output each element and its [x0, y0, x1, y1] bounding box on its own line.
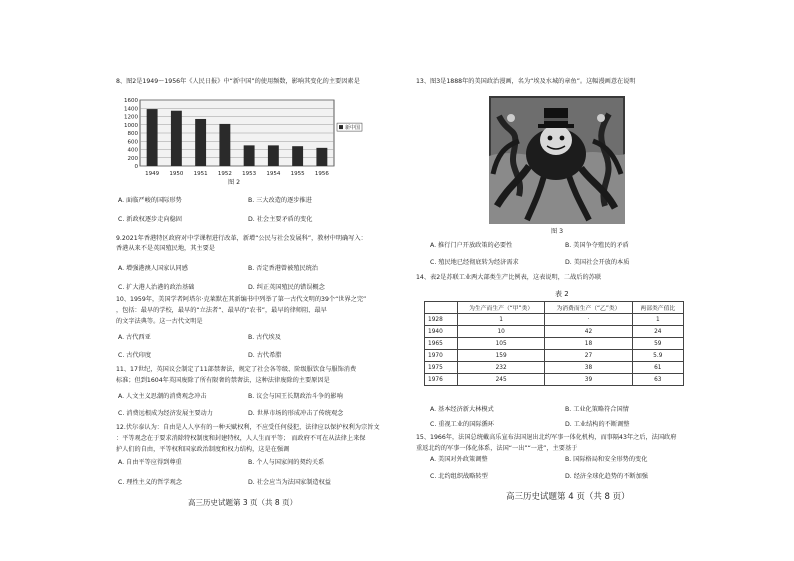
q11-line2: 标准；但到1604年英国废除了所有限奢的禁奢法，这种法律废除的主要原因是 [116, 377, 330, 384]
q12-line1: 12.伏尔泰认为：自由是人人享有的一种天赋权利，不应受任何侵犯，法律应以保护权利为宗旨文 [116, 424, 380, 431]
table-cell [425, 302, 458, 314]
table-row [425, 326, 684, 338]
table-cell: 为消费而生产（“乙”类） [545, 302, 632, 314]
q10-option-d: D. 古代希腊 [248, 352, 282, 359]
x-tick-label: 1952 [217, 171, 232, 177]
bar [147, 109, 158, 166]
table-cell: 两部类产值比 [632, 302, 683, 314]
table2-body [425, 302, 684, 386]
table-cell: 105 [458, 338, 545, 350]
q8-option-c: C. 新政权逐步走向稳固 [118, 216, 182, 223]
q13-option-b: B. 美国争夺殖民的矛盾 [565, 242, 629, 249]
table-row [425, 350, 684, 362]
q9-option-c: C. 扩大港人治港的政治基础 [118, 284, 195, 291]
q15-option-c: C. 北约组织战略转型 [430, 473, 488, 480]
q8-option-d: D. 社会主要矛盾的变化 [248, 216, 313, 223]
table-cell: 1975 [425, 362, 458, 374]
table-cell: · [545, 314, 632, 326]
legend-label: 新中国 [345, 125, 361, 132]
fig2-svg [114, 96, 364, 178]
table-cell: 1 [632, 314, 683, 326]
q11-option-c: C. 消费远根成为经济发展主要动力 [118, 410, 213, 417]
octopus-cartoon-image [489, 96, 625, 224]
x-tick-label: 1955 [290, 171, 305, 177]
y-tick-label: 600 [127, 139, 138, 146]
table-cell: 39 [545, 374, 632, 386]
q10-option-c: C. 古代印度 [118, 352, 152, 359]
q12-option-d: D. 社会应当为法国家制造权益 [248, 479, 331, 486]
table-row [425, 374, 684, 386]
table-row [425, 338, 684, 350]
table-cell: 1 [458, 314, 545, 326]
q12-option-c: C. 理性主义的哲学观念 [118, 479, 182, 486]
y-tick-label: 1600 [124, 98, 138, 104]
table-header-row [425, 302, 684, 314]
q8-stem: 8、图2是1949～1956年《人民日报》中“新中国”的使用频数，影响其变化的主要因素是 [116, 78, 360, 85]
x-tick-label: 1953 [242, 171, 257, 177]
q14-option-c: C. 重视工业的国际循环 [430, 421, 494, 428]
q12-line2: ：平等观念在于要求消除特权制度和封建特权，人人生而平等； 而政府不可在从法律上来保 [116, 435, 366, 442]
x-tick-label: 1954 [266, 171, 281, 177]
q15-line2: 重返北约的军事一体化体系，法国“一出”“一进”，主要基于 [416, 445, 578, 452]
table-cell: 1928 [425, 314, 458, 326]
fig2-caption: 图 2 [228, 179, 241, 186]
q13-option-a: A. 推行门户开放政策的必要性 [430, 242, 513, 249]
table-cell: 245 [458, 374, 545, 386]
table-cell: 1940 [425, 326, 458, 338]
y-tick-label: 1000 [124, 122, 138, 129]
q13-option-d: D. 美国社会开放的本质 [565, 259, 630, 266]
bar [171, 111, 182, 166]
x-tick-label: 1950 [169, 171, 184, 177]
q12-line3: 护人们的自由，平等权和国家政治制度和权力结构，这是在强调 [116, 446, 290, 453]
q10-option-a: A. 古代西亚 [118, 334, 151, 341]
q10-option-b: B. 古代埃及 [248, 334, 281, 341]
x-tick-label: 1949 [145, 171, 160, 177]
q8-option-a: A. 面临严峻的国际形势 [118, 197, 182, 204]
q14-option-a: A. 基本经济新大林模式 [430, 406, 494, 413]
table-cell: 24 [632, 326, 683, 338]
q13-stem: 13、图3是1888年的美国政治漫画，名为“埃及水城的章鱼”。这幅漫画意在说明 [416, 78, 636, 85]
table-cell: 63 [632, 374, 683, 386]
q11-option-a: A. 人文主义思潮的消费观念冲击 [118, 393, 207, 400]
q12-option-a: A. 自由平等应得到尊重 [118, 459, 182, 466]
table-cell: 为生产而生产（“甲”类） [458, 302, 545, 314]
q15-line1: 15、1966年，法国总统戴高乐宣布法国退出北约军事一体化机构，而事隔43年之后，法国政府 [416, 434, 677, 441]
x-tick-label: 1956 [314, 171, 329, 177]
q9-option-b: B. 否定香港曾被殖民统治 [248, 265, 319, 272]
q11-line1: 11、17世纪，英国议会制定了11部禁奢法，规定了社会各等级、阶级服饮食与服饰消费 [116, 366, 357, 373]
bar [195, 119, 206, 166]
q9-option-d: D. 纠正英国殖民的错误概念 [248, 284, 325, 291]
legend-swatch [339, 125, 343, 129]
q14-option-b: B. 工业化策略符合国情 [565, 406, 629, 413]
table-cell: 1970 [425, 350, 458, 362]
bar [244, 145, 255, 166]
q8-option-b: B. 三大改造的逐步推进 [248, 197, 312, 204]
q11-option-d: D. 世界市场的形成冲击了传统观念 [248, 410, 344, 417]
table-cell: 5.9 [632, 350, 683, 362]
fig2-bar-chart [114, 96, 364, 178]
y-tick-label: 1200 [124, 114, 138, 121]
fig3-caption: 图 3 [551, 228, 564, 235]
q10-line1: 10、1959年，美国学者阿塔尔·克莱默在其新编书中列举了第一古代文明的39个“世界之完” [116, 296, 367, 303]
q9-stem-2: 香港从来不是英国殖民地，其主要是 [116, 245, 215, 252]
bar [292, 146, 303, 166]
y-tick-label: 1400 [124, 106, 138, 113]
table-cell: 59 [632, 338, 683, 350]
q9-stem-1: 9.2021年香港特区政府对中学课程进行改革，新增“公民与社会发展科”，教材中明确写入： [116, 235, 367, 242]
table2-caption: 表 2 [555, 290, 569, 298]
y-tick-label: 200 [127, 155, 138, 162]
table-cell: 232 [458, 362, 545, 374]
q13-option-c: C. 殖民地已经彻底转为经济需求 [430, 259, 519, 266]
table-cell: 1965 [425, 338, 458, 350]
q10-line3: 的文字法典等。这一古代文明是 [116, 318, 203, 325]
table-cell: 42 [545, 326, 632, 338]
y-tick-label: 800 [127, 131, 138, 137]
y-tick-label: 0 [134, 164, 138, 170]
fig3-political-cartoon [489, 96, 625, 224]
table-cell: 10 [458, 326, 545, 338]
bar [268, 145, 279, 166]
table-row [425, 314, 684, 326]
bar [316, 148, 327, 166]
table-cell: 38 [545, 362, 632, 374]
q11-option-b: B. 议会与国王长期政治斗争的影响 [248, 393, 343, 400]
y-tick-label: 400 [127, 147, 138, 154]
q15-option-d: D. 经济全球化趋势的不断加强 [565, 473, 648, 480]
x-tick-label: 1951 [193, 171, 208, 177]
q10-line2: ，包括：最早的学校，最早的“立法者”、最早的“农书”，最早的律师阻、最早 [116, 307, 327, 314]
table-cell: 18 [545, 338, 632, 350]
q12-option-b: B. 个人与国家间的契约关系 [248, 459, 325, 466]
q9-option-a: A. 增强港澳人国家认同感 [118, 265, 188, 272]
table-cell: 159 [458, 350, 545, 362]
q15-option-a: A. 美国对外政策调整 [430, 456, 488, 463]
table-row [425, 362, 684, 374]
table-cell: 61 [632, 362, 683, 374]
table-cell: 1976 [425, 374, 458, 386]
left-page-footer: 高三历史试题第 3 页（共 8 页） [188, 498, 298, 507]
table2 [424, 301, 684, 386]
right-page-footer: 高三历史试题第 4 页（共 8 页） [506, 492, 630, 502]
q14-option-d: D. 工业结构的不断调整 [565, 421, 630, 428]
bar [219, 124, 230, 166]
table-cell: 27 [545, 350, 632, 362]
q15-option-b: B. 国际格局和安全形势的变化 [565, 456, 648, 463]
q14-stem: 14、表2是苏联工业两大部类生产比例表，这表说明，二战后的苏联 [416, 274, 602, 281]
